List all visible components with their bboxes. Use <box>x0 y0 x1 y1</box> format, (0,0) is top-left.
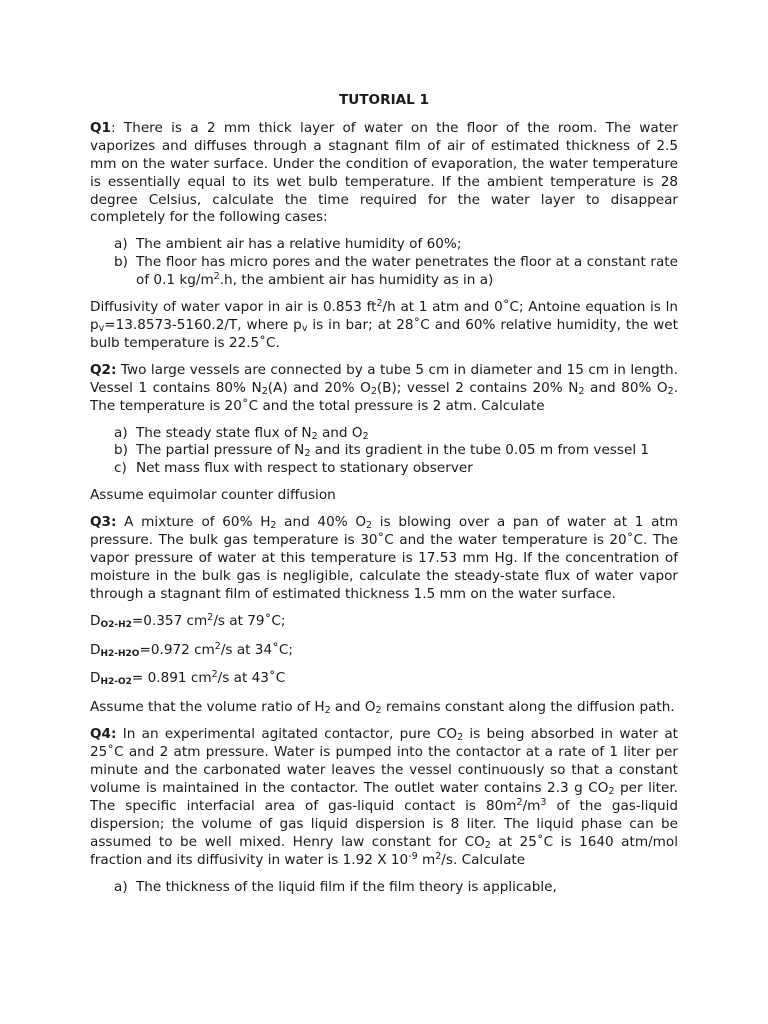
q2-list <box>90 425 678 479</box>
list-item: a) The steady state flux of $N_2$ and $O_2$ <box>114 424 369 442</box>
q1-paragraph: Q1: There is a 2 mm thick layer of water on the floor of the room. The water vaporizes and diffuses through a stagnant film of air of estimated thickness of 2.5 mm on the water surface. Under the condition of evaporation, the water temperature is essentially equal to its wet bulb temperature. If the ambient temperature is 28 degree Celsius, calculate the time required for the water layer to disappear completely for the following cases: <box>90 119 678 226</box>
diffusivity-h2-o2: DH2-O2= 0.891 $cm^2/s$ at 43˚C <box>90 669 286 688</box>
q2-label: Q2: <box>90 361 117 378</box>
list-item: a) The ambient air has a relative humidity of 60%; <box>114 236 462 253</box>
q2-assumption: Assume equimolar counter diffusion <box>90 487 336 504</box>
q3-assumption: Assume that the volume ratio of $H_2$ and $O_2$ remains constant along the diffusion path. <box>90 699 675 717</box>
list-item: c) Net mass flux with respect to stationary observer <box>114 460 473 477</box>
q4-label: Q4: <box>90 726 117 743</box>
q2-paragraph: Q2: Two large vessels are connected by a tube 5 cm in diameter and 15 cm in length. Vessel 1 contains 80% $N_2(A)$ and 20% $O_2(B)$; vessel 2 contains 20% $N_2$ and 80% $O_2$. The temperature is 20˚C and the total pressure is 2 atm. Calculate <box>90 361 679 414</box>
q1-diffusivity-note: Diffusivity of water vapor in air is 0.853 $ft^2/h$ at 1 atm and 0˚C; Antoine equation is $\ln p_v=13.8573-5160.2/T$, where $p_v$ is in bar; at 28˚C and 60% relative humidity, the wet bulb temperature is 22.5˚C. <box>90 298 678 351</box>
q4-paragraph: Q4: In an experimental agitated contactor, pure $CO_2$ is being absorbed in water at 25˚C and 2 atm pressure. Water is pumped into the contactor at a rate of 1 liter per minute and the carbonated water leaves the vessel continuously so that a constant volume is maintained in the contactor. The outlet water contains 2.3 g $CO_2$ per liter. The specific interfacial area of gas-liquid contact is $80m^2/m^3$ of the gas-liquid dispersion; the volume of gas liquid dispersion is 8 liter. The liquid phase can be assumed to be well mixed. Henry law constant for $CO_2$ at 25˚C is 1640 atm/mol fraction and its diffusivity in water is 1.92 X $10^{-9}$ $m^2/s$. Calculate <box>90 726 678 868</box>
list-item: b) The partial pressure of $N_2$ and its gradient in the tube 0.05 m from vessel 1 <box>114 442 650 460</box>
q3-label: Q3: <box>90 514 117 531</box>
document-content <box>90 92 678 905</box>
diffusivity-o2-h2: DO2-H2=0.357 $cm^2/s$ at 79˚C; <box>90 611 286 630</box>
page-title: TUTORIAL 1 <box>338 92 430 108</box>
list-item: b) The floor has micro pores and the water penetrates the floor at a constant rate of 0.1 $kg/m^2.h$, the ambient air has humidity as in a) <box>114 254 678 289</box>
diffusivity-h2-h2o: DH2-H2O=0.972 $cm^2/s$ at 34˚C; <box>90 640 293 659</box>
q1-list <box>90 236 678 290</box>
q3-paragraph: Q3: A mixture of 60% $H_2$ and 40% $O_2$ is blowing over a pan of water at 1 atm pressure. The bulk gas temperature is 30˚C and the water temperature is 20˚C. The vapor pressure of water at this temperature is 17.53 mm Hg. If the concentration of moisture in the bulk gas is negligible, calculate the steady-state flux of water vapor through a stagnant film of estimated thickness 1.5 mm on the water surface. <box>90 514 679 602</box>
list-item: a) The thickness of the liquid film if the film theory is applicable, <box>114 878 557 895</box>
q4-list <box>90 879 678 897</box>
q1-label: Q1 <box>90 119 112 136</box>
